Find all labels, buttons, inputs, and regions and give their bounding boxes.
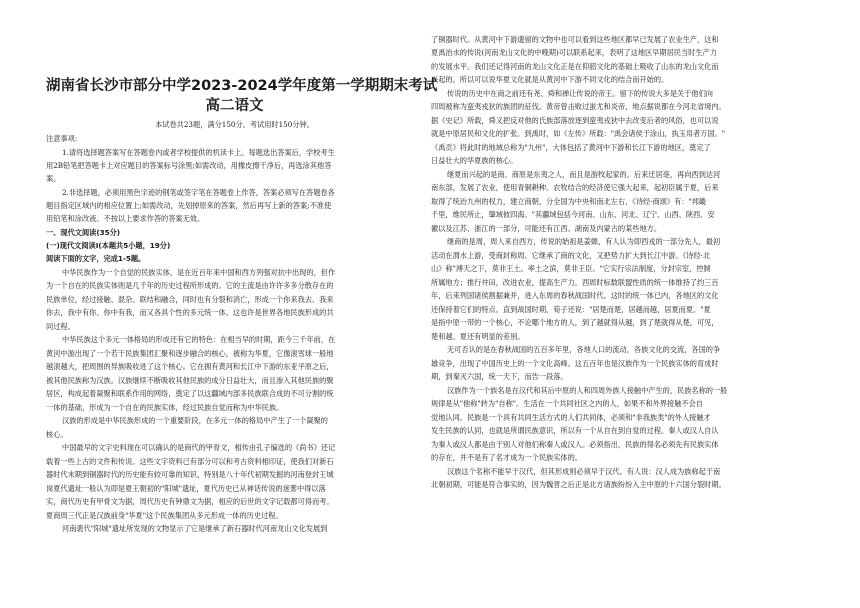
exam-subtitle: 高二语文 <box>205 98 264 114</box>
passage-line: 中国最早的文字史料现在可以确认的是商代的甲骨文，相传由孔子编选的《尚书》还记 <box>62 443 336 452</box>
passage-line: 活动在渭水上游，受商封称周。它继承了商的文化，又把势力扩大到长江中游。《诗经·北 <box>431 251 711 260</box>
passage-line: 黄河中游出现了一个若干民族集团汇聚和逐步融合的核心，被称为华夏，它像滚雪球一般地 <box>46 349 334 358</box>
notes-line: 案。 <box>46 174 61 183</box>
passage-line: 无可否认的是在春秋战国的五百多年里，各地人口的流动，各族文化的交流，各国的争 <box>447 345 721 354</box>
passage-line: 为一个自在的民族实体则是几千年的历史过程所形成的。它的主流是由许许多多分散存在的 <box>46 281 334 290</box>
section-subheading: (一)现代文阅读Ⅰ(本题共5小题，19分) <box>46 241 171 250</box>
passage-line: 就是中原居民和文化的扩张。到禹时，如《左传》所载："禹会诸侯于涂山，执玉帛者万国。" <box>431 129 726 138</box>
exam-title: 湖南省长沙市部分中学2023-2024学年度第一学期期末考试 <box>46 78 438 94</box>
passage-line: 载着一些上古的文件和传说。这些文字资料已有部分可以和考古资料相印证，使我们对新石 <box>46 457 334 466</box>
passage-line: 汉族这个名称不能早于汉代，但其形成则必须早于汉代。有人说：汉人成为族称起于南 <box>447 467 721 476</box>
passage-line: 民族单位，经过接触、混杂、联结和融合，同时也有分裂和消亡，形成一个你来我去、我来 <box>46 295 334 304</box>
passage-line: 南东部，发展了农业，使用青铜耕种。农牧结合的经济使它强大起来，起初臣属于夏，后来 <box>431 183 719 192</box>
passage-line: 河南裴代"阳城"遗址所发现的文物显示了它是继承了新石器时代河南龙山文化发展到 <box>62 524 328 533</box>
passage-line: 据《史记》所载，舜又把反对他的氏族部落放逐到蛮夷戎狄中去改变后者的风俗，也可以说 <box>431 116 719 125</box>
notes-line: 用2B铅笔把答题卡上对应题目的答案标号涂黑;如需改动，用橡皮擦干净后，再选涂其他答 <box>46 161 332 170</box>
passage-line: 汉族的形成是中华民族形成的一个重要阶段，在多元一体的格局中产生了一个凝聚的 <box>62 416 328 425</box>
passage-line: 山》称"溥天之下，莫非王土。率土之滨，莫非王臣。"它实行宗法制度，分封宗室，控制 <box>431 264 711 273</box>
passage-line: 中华民族这个多元一体格局的形成还有它的特色：在相当早的时期，距今三千年前，在 <box>62 335 336 344</box>
passage-line: 实，商代历史有甲骨文为据，周代历史有钟鼎文为据，相应的后世的文字记载都可得而考。 <box>46 497 334 506</box>
passage-line: 核心。 <box>46 430 68 439</box>
passage-line: 觉地认同。民族是一个具有共同生活方式的人们共同体，必须和"非我族类"的外人接触才 <box>431 413 711 422</box>
passage-line: 器时代末期到铜器时代的历史能有较可靠的知识，特别是八十年代初期发掘的河南登封王城 <box>46 470 334 479</box>
passage-line: 继商的是周，周人来自西方，传说的始祖是姜嫄，有人认为即西戎的一部分先人，最初 <box>447 237 721 246</box>
passage-line: 北朝初期，可能是符合事实的，因为魏晋之后正是北方诸族纷纷入主中原的十六国分裂时期。 <box>431 480 726 489</box>
passage-line: 同过程。 <box>46 322 75 331</box>
passage-line: 年，后来列国诸侯割据兼并，进入东周的春秋战国时代。这时的统一体已内，各地区的文化 <box>431 291 719 300</box>
passage-line: 汉族作为一个族名是在汉代和其后中原的人和四周外族人接触中产生的，民族名称的一般 <box>447 386 728 395</box>
passage-line: 传说的历史中在商之前还有尧、舜和禅让传说的帝王。留下的传说大多是关于他们向 <box>447 89 713 98</box>
passage-line: 为秦人或汉人都是由于别人对他们称秦人或汉人。必须指出，民族的得名必须先有民族实体 <box>431 440 719 449</box>
passage-line: 期，到秦灭六国，统一天下，而告一段落。 <box>431 372 568 381</box>
passage-line: 了铜器时代。从黄河中下游遗留的文物中也可以看到这些地区都早已发展了农业生产，这和 <box>431 35 719 44</box>
section-instruction: 阅读下面的文字，完成1-5题。 <box>46 254 146 263</box>
passage-line: 还保持着它们的特点。直到战国时期，荀子还说："居楚而楚，居越而越，居夏而夏。"夏 <box>431 305 711 314</box>
passage-line: 居区，构成起着凝聚和联系作用的网络，奠定了以这疆域内部多民族联合成的不可分割的统 <box>46 389 334 398</box>
passage-line: 越滚越大，把周围的异族吸收进了这个核心。它在拥有黄河和长江中下游的东亚平原之后， <box>46 362 334 371</box>
passage-line: 夏禹治水的传说(河南龙山文化的中晚期)可以联系起来，表明了这地区早期居民当时生产力 <box>431 48 717 57</box>
passage-line: 千里，维民所止，肇域彼四海。"其疆域包括今河南、山东、河北、辽宁、山西、陕西、安 <box>431 210 715 219</box>
passage-line: 发生民族的认同，也就是所谓民族意识，所以有一个从自在到自觉的过程。秦人或汉人自认 <box>431 426 719 435</box>
exam-meta: 本试卷共23题，满分150分。考试用时150分钟。 <box>155 120 314 129</box>
notes-line: 2.非选择题，必须用黑色字迹的钢笔或签字笔在答题卷上作答，答案必须写在答题卷各 <box>62 188 335 197</box>
passage-line: 一体的基础，形成为一个自在的民族实体，经过民族自觉而称为中华民族。 <box>46 403 284 412</box>
passage-line: 夏商周三代正是汉族前身"华夏"这个民族集团从多元形成一体的历史过程。 <box>46 511 283 520</box>
passage-line: 的存在，并不是有了名才成为一个民族实体的。 <box>431 453 582 462</box>
passage-line: 规律是从"他称"转为"自称"。生活在一个共同社区之内的人，如果不和外界接触不会自 <box>431 399 703 408</box>
passage-line: 的发展水平。我们还记得河南的龙山文化正是在仰韶文化的基础上吸收了山东的龙山文化而 <box>431 62 719 71</box>
notes-line: 题目指定区域内的相应位置上;如需改动，先划掉原来的答案，然后再写上新的答案;不准使 <box>46 201 332 210</box>
passage-line: 中华民族作为一个自觉的民族实体，是在近百年来中国和西方列强对抗中出现的，但作 <box>62 268 336 277</box>
passage-line: 你去，我中有你、你中有我，而又各具个性的多元统一体。这也许是世界各地民族形成的共 <box>46 308 334 317</box>
passage-line: 雄竞争，出现了中国历史上的一个文化高峰。这五百年也是汉族作为一个民族实体的育成时 <box>431 359 719 368</box>
passage-line: 《禹贡》将此时的地域总称为"九州"，大体包括了黄河中下游和长江下游的地区，奠定了 <box>431 143 711 152</box>
passage-line: 取得了统治九州的权力，建立商朝，分全国为中央和南北左右，《诗经·商颂》有："邦畿 <box>431 197 707 206</box>
passage-line: 被其他民族称为汉族。汉族继续不断吸收其他民族的成分日益壮大，而且渗入其他民族的聚 <box>46 376 334 385</box>
passage-line: 所属地方；推行井田，改进农业，提高生产力，西周时标数联盟性质的统一体维持了约三百 <box>431 278 719 287</box>
passage-line: 四周被称为蛮夷戎狄的族团的征伐。黄帝曾击败过蚩尤和炎帝，地点据说都在今河北省境内。 <box>431 102 726 111</box>
passage-line: 徽以及江苏、浙江的一部分，可能还有江西、湖南及内蒙古的某些地方。 <box>431 224 662 233</box>
passage-line: 楚和越、夏还有明显的差别。 <box>431 332 525 341</box>
passage-line: 日益壮大的华夏族的核心。 <box>431 156 518 165</box>
passage-line: 岗夏代遗址一般认为即是夏王朝初的"阳城"遗址，夏代历史已从神话传说的迷雾中得以落 <box>46 484 326 493</box>
passage-line: 是指中原一带的一个核心，不论哪个地方的人，到了越就得从越，到了楚就得从楚，可见， <box>431 318 719 327</box>
passage-line: 兴起的。所以可以说华夏文化就是从黄河中下游不同文化的结合而开始的。 <box>431 75 669 84</box>
passage-line: 继夏而兴起的是商。商原是东夷之人，而且是游牧起家的。后来迁居亳，再向西到达河 <box>447 170 721 179</box>
notes-line: 1.请将选择题答案写在答题卷内或者学校提供的机读卡上。每题选出答案后，学校考生 <box>62 148 335 157</box>
section-heading: 一、现代文阅读(35分) <box>46 228 121 237</box>
notes-line: 用铅笔和涂改液。不按以上要求作答的答案无效。 <box>46 214 205 223</box>
notes-heading: 注意事项: <box>46 134 78 143</box>
